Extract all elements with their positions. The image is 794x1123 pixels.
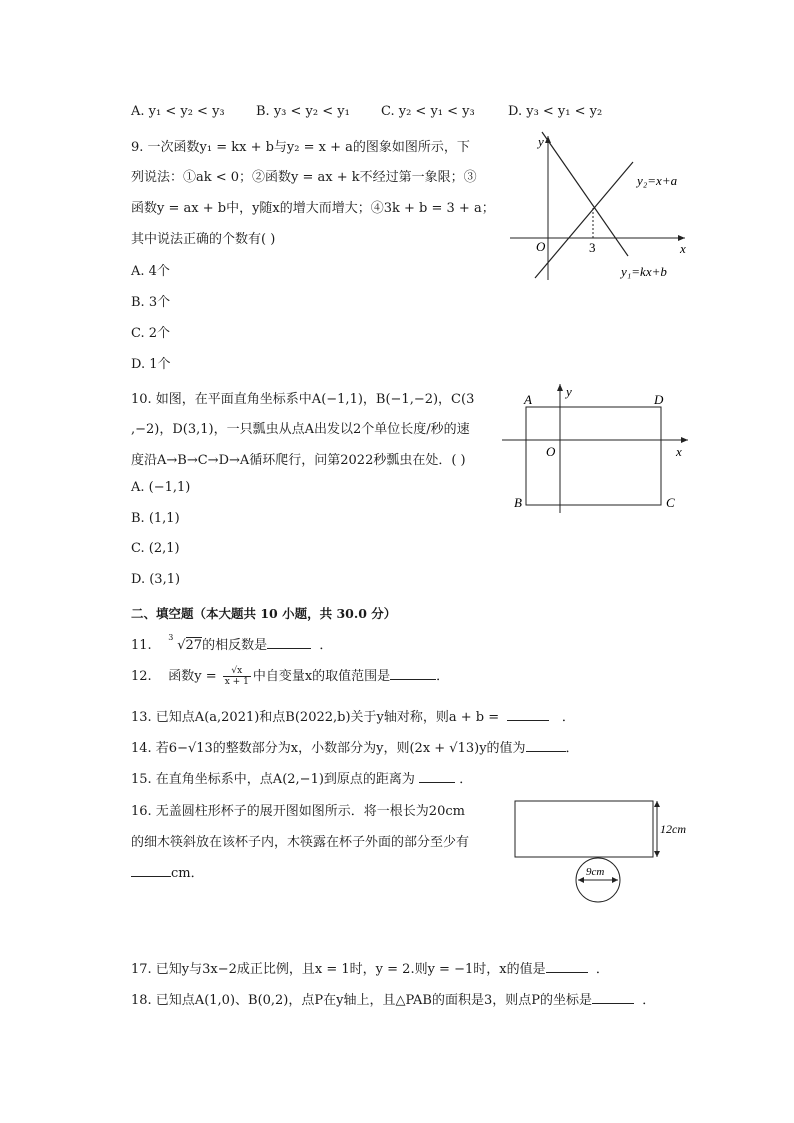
q8-option-a[interactable]: A. y₁ < y₂ < y₃ [131, 104, 225, 119]
q16-line2: 的细木筷斜放在该杯子内，木筷露在杯子外面的部分至少有 [131, 835, 470, 850]
q18: 18. 已知点A(1,0)、B(0,2)，点P在y轴上，且△PAB的面积是3，则点P的坐标是 ． [131, 993, 656, 1008]
q15: 15. 在直角坐标系中，点A(2,−1)到原点的距离为 ． [131, 772, 473, 787]
q10-point-d-label: D [654, 392, 664, 407]
q14: 14. 若6−√13的整数部分为x，小数部分为y，则(2x + √13)y的值为 ． [131, 741, 579, 756]
q10-point-c-label: C [666, 495, 675, 510]
q17-answer-blank[interactable] [546, 960, 588, 973]
q10-origin-label: O [546, 444, 556, 459]
q10-y-label: y [566, 384, 572, 399]
q10-line3: 度沿A→B→C→D→A循环爬行，问第2022秒瓢虫在处．( ) [131, 453, 466, 468]
q11-answer-blank[interactable] [267, 636, 311, 649]
q10-option-c[interactable]: C. (2,1) [131, 541, 180, 556]
q9-origin-label: O [536, 239, 546, 254]
q9-option-a[interactable]: A. 4个 [131, 264, 170, 279]
q10-option-d[interactable]: D. (3,1) [131, 572, 181, 587]
q12-answer-blank[interactable] [390, 667, 436, 680]
q9-line4: 其中说法正确的个数有( ) [131, 232, 276, 247]
q9-x-label: x [680, 241, 686, 256]
q10-line1: 10. 如图，在平面直角坐标系中A(−1,1)，B(−1,−2)，C(3 [131, 392, 475, 407]
q10-point-b-label: B [514, 495, 522, 510]
q18-answer-blank[interactable] [592, 991, 634, 1004]
q10-option-b[interactable]: B. (1,1) [131, 511, 180, 526]
q15-answer-blank[interactable] [419, 770, 455, 783]
q16-height-label: 12cm [660, 822, 686, 836]
q9-line2-label: y₂=x+a [637, 173, 678, 188]
q10-option-a[interactable]: A. (−1,1) [131, 480, 191, 495]
q9-line-y1 [542, 132, 628, 256]
q10-point-a-label: A [524, 392, 532, 407]
q10-figure [500, 380, 700, 515]
q16-diameter-label: 9cm [586, 866, 605, 878]
q16-answer-blank[interactable] [131, 864, 171, 877]
q11-cube-root: 3 √27 [168, 633, 203, 653]
q9-option-b[interactable]: B. 3个 [131, 295, 171, 310]
q8-option-c[interactable]: C. y₂ < y₁ < y₃ [381, 104, 475, 119]
q16-unfolded-rectangle [515, 801, 653, 857]
q9-line-y2 [535, 162, 633, 278]
q12: 12. 函数y = $\frac{√x}{x + 1}$ 中自变量x的取值范围是 ． [131, 666, 450, 687]
q9-line2: 列说法：①ak < 0；②函数y = ax + k不经过第一象限；③ [131, 170, 477, 185]
q9-line1: 9. 一次函数y₁ = kx + b与y₂ = x + a的图象如图所示，下 [131, 140, 470, 155]
q9-line1-label: y₁=kx+b [621, 264, 667, 279]
q8-option-d[interactable]: D. y₃ < y₁ < y₂ [508, 104, 603, 119]
q9-line3: 函数y = ax + b中，y随x的增大而增大；④3k + b = 3 + a； [131, 201, 495, 216]
q16-line3: cm． [131, 862, 204, 881]
q9-option-c[interactable]: C. 2个 [131, 326, 171, 341]
q10-line2: ,−2)，D(3,1)，一只瓢虫从点A出发以2个单位长度/秒的速 [131, 422, 470, 437]
q10-y-arrow [557, 384, 563, 391]
q14-answer-blank[interactable] [526, 739, 566, 752]
q16-line1: 16. 无盖圆柱形杯子的展开图如图所示．将一根长为20cm [131, 804, 465, 819]
q9-y-label: y [538, 134, 544, 149]
q11: 11. 3 √27的相反数是 ． [131, 633, 333, 653]
q13-answer-blank[interactable] [507, 708, 549, 721]
q9-figure [500, 128, 700, 288]
q10-x-arrow [681, 437, 688, 443]
q8-option-b[interactable]: B. y₃ < y₂ < y₁ [256, 104, 350, 119]
q13: 13. 已知点A(a,2021)和点B(2022,b)关于y轴对称，则a + b = ． [131, 710, 575, 725]
q17: 17. 已知y与3x−2成正比例，且x = 1时，y = 2.则y = −1时，x的值是 ． [131, 962, 609, 977]
section-fill-in-heading: 二、填空题（本大题共 10 小题，共 30.0 分） [131, 606, 397, 621]
q9-tick-3: 3 [589, 240, 596, 255]
q16-figure [510, 795, 700, 905]
q10-x-label: x [676, 444, 682, 459]
q9-option-d[interactable]: D. 1个 [131, 357, 171, 372]
q12-fraction: $\frac{√x}{x + 1}$ [224, 666, 249, 687]
